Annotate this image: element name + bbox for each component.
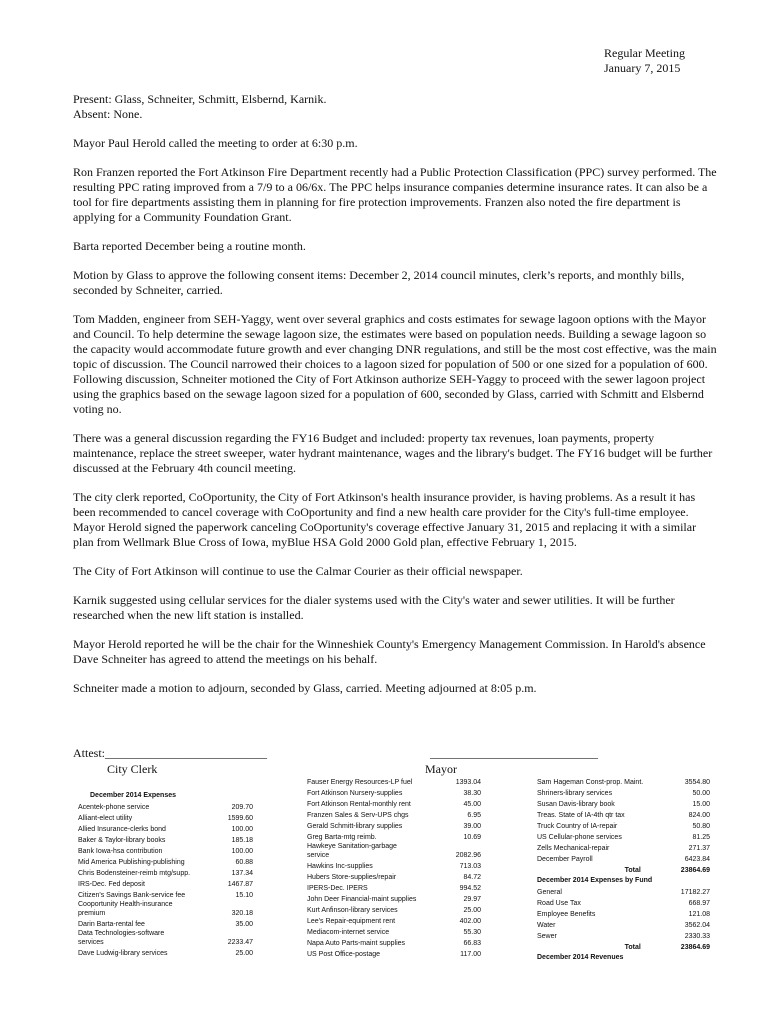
row-amount: 271.37 [688,844,710,852]
row-label: Gerald Schmitt-library supplies [307,822,403,830]
fund-total-row [537,941,710,952]
row-amount: 2233.47 [227,938,253,946]
table-row [307,776,481,787]
row-amount: 66.83 [463,939,481,947]
table-row [537,809,710,820]
row-label: December Payroll [537,855,593,863]
table-row [307,798,481,809]
table-row [78,856,253,867]
row-amount: 100.00 [231,825,253,833]
table-row [78,812,253,823]
table-row [537,776,710,787]
total-row [537,864,710,875]
table-row [78,900,253,918]
table-row [537,853,710,864]
absent-line: Absent: None. [73,107,143,121]
table-row [307,937,481,948]
row-label: Sewer [537,932,557,940]
row-label: Water [537,921,556,929]
row-amount: 3554.80 [684,778,710,786]
attest-signature-line: Attest:___________________________ [73,746,267,760]
row-label: Zells Mechanical-repair [537,844,610,852]
row-label: Kurt Anfinson-library services [307,906,398,914]
row-label: Cooportunity Health-insurance premium [78,901,173,917]
row-amount: 81.25 [692,833,710,841]
row-amount: 121.08 [688,910,710,918]
row-amount: 25.00 [235,949,253,957]
row-amount: 45.00 [463,800,481,808]
paragraph: Karnik suggested using cellular services for the dialer systems used with the City's water and sewer utilities. It will be further researched when the new lift station is installed. [73,593,675,622]
row-label: Fort Atkinson Rental-monthly rent [307,800,411,808]
row-label: Truck Country of IA-repair [537,822,618,830]
paragraph: Schneiter made a motion to adjourn, seconded by Glass, carried. Meeting adjourned at 8:05 p.m. [73,681,537,695]
expenses-table-col1 [78,790,253,958]
row-label: Bank Iowa-hsa contribution [78,847,163,855]
row-label: Franzen Sales & Serv-UPS chgs [307,811,409,819]
paragraph: Mayor Herold reported he will be the chair for the Winneshiek County's Emergency Management Commission. In Harold's absence Dave Schneiter has agreed to attend the meetings on his behalf. [73,637,706,666]
row-label: Baker & Taylor-library books [78,836,166,844]
row-amount: 117.00 [460,950,481,958]
paragraph: Mayor Paul Herold called the meeting to order at 6:30 p.m. [73,136,358,150]
row-amount: 824.00 [688,811,710,819]
table-row [537,798,710,809]
table-row [78,867,253,878]
table-row [307,787,481,798]
total-amount: 23864.69 [680,943,710,951]
table-row [537,919,710,930]
paragraph: There was a general discussion regarding the FY16 Budget and included: property tax revenues, loan payments, property maintenance, replace the street sweeper, water hydrant maintenance, wages and the library's budget. The FY16 budget will be further discussed at the February 4th council meeting. [73,431,713,475]
row-label: US Cellular-phone services [537,833,622,841]
row-amount: 1599.60 [227,814,253,822]
row-label: Fauser Energy Resources-LP fuel [307,778,413,786]
paragraph: The City of Fort Atkinson will continue to use the Calmar Courier as their official newspaper. [73,564,523,578]
row-amount: 50.00 [692,789,710,797]
row-amount: 38.30 [463,789,481,797]
table-row [537,842,710,853]
mayor-label: Mayor [425,762,457,776]
row-label: Lee's Repair-equipment rent [307,917,396,925]
table-row [307,831,481,842]
meeting-date: January 7, 2015 [604,61,681,75]
row-label: Shriners-library services [537,789,613,797]
table-row [307,871,481,882]
row-label: Chris Bodensteiner-reimb mtg/supp. [78,869,191,877]
row-amount: 2330.33 [684,932,710,940]
table-row [78,834,253,845]
row-amount: 15.10 [235,891,253,899]
row-amount: 1467.87 [227,880,253,888]
row-amount: 15.00 [692,800,710,808]
row-label: John Deer Financial-maint supplies [307,895,417,903]
meeting-header [604,46,685,76]
table-row [78,823,253,834]
row-amount: 994.52 [459,884,481,892]
row-amount: 320.18 [231,909,253,917]
present-line: Present: Glass, Schneiter, Schmitt, Elsbernd, Karnik. [73,92,327,106]
total-label: Total [624,866,641,874]
row-amount: 25.00 [463,906,481,914]
row-label: General [537,888,562,896]
row-amount: 668.97 [688,899,710,907]
table-row [78,947,253,958]
paragraph: Ron Franzen reported the Fort Atkinson Fire Department recently had a Public Protection Classification (PPC) survey performed. The resulting PPC rating improved from a 7/9 to a 06/6x. The PPC helps insurance companies determine insurance rates. It can also be a tool for fire departments assisting them in planning for fire protection improvements. Franzen also noted the fire department is applying for a Community Foundation Grant. [73,165,717,224]
table-row [78,889,253,900]
row-label: Mid America Publishing-publishing [78,858,185,866]
row-label: Susan Davis-library book [537,800,615,808]
row-label: Mediacom-internet service [307,928,390,936]
row-amount: 402.00 [459,917,481,925]
table-row [307,915,481,926]
row-label: IRS-Dec. Fed deposit [78,880,145,888]
row-label: Hawkins Inc-supplies [307,862,373,870]
row-amount: 39.00 [463,822,481,830]
row-label: Darin Barta-rental fee [78,920,145,928]
row-amount: 50.80 [692,822,710,830]
row-label: Greg Barta-mtg reimb. [307,833,377,841]
table-row [307,842,481,860]
paragraph: Barta reported December being a routine month. [73,239,306,253]
table-row [307,926,481,937]
table-row [537,787,710,798]
row-label: Fort Atkinson Nursery-supplies [307,789,403,797]
row-amount: 29.97 [463,895,481,903]
table-row [78,878,253,889]
row-label: Napa Auto Parts-maint supplies [307,939,406,947]
table-row [307,948,481,959]
row-label: Allied Insurance-clerks bond [78,825,166,833]
table-row [537,886,710,897]
row-label: Data Technologies-software services [78,930,165,946]
table-row [537,930,710,941]
row-amount: 100.00 [231,847,253,855]
row-amount: 6.95 [467,811,481,819]
table-row [537,820,710,831]
expenses-title: December 2014 Expenses [90,792,176,799]
expenses-by-fund-title: December 2014 Expenses by Fund [537,877,653,884]
row-amount: 55.30 [463,928,481,936]
meeting-type: Regular Meeting [604,46,685,60]
row-label: Alliant-elect utility [78,814,133,822]
row-label: Road Use Tax [537,899,581,907]
table-row [537,831,710,842]
row-amount: 35.00 [235,920,253,928]
total-label: Total [624,943,641,951]
minutes-body [73,92,718,710]
total-amount: 23864.69 [680,866,710,874]
row-amount: 10.69 [463,833,481,841]
city-clerk-label: City Clerk [107,762,158,776]
table-row [537,897,710,908]
table-row [307,893,481,904]
expenses-table-col2 [307,776,481,959]
row-label: Citizen's Savings Bank-service fee [78,891,186,899]
paragraph: Tom Madden, engineer from SEH-Yaggy, went over several graphics and costs estimates for sewage lagoon options with the Mayor and Council. To help determine the sewage lagoon size, the estimates were based on population needs. Building a sewage lagoon so the capacity would accommodate future growth and ever changing DNR regulations, and still be the most cost effective, was the main topic of discussion. The Council narrowed their choices to a lagoon sized for population of 500 or one sized for a population of 600. Following discussion, Schneiter motioned the City of Fort Atkinson authorize SEH-Yaggy to proceed with the sewer lagoon project using the graphics based on the sewage lagoon sized for a population of 600, seconded by Glass, carried with Schmitt and Elsbernd voting no. [73,312,717,416]
row-label: Acentek-phone service [78,803,150,811]
row-amount: 60.88 [235,858,253,866]
row-label: Treas. State of IA-4th qtr tax [537,811,625,819]
revenues-title: December 2014 Revenues [537,954,624,961]
paragraph: Motion by Glass to approve the following consent items: December 2, 2014 council minutes, clerk’s reports, and monthly bills, seconded by Schneiter, carried. [73,268,685,297]
table-row [78,918,253,929]
table-row [307,820,481,831]
row-label: Sam Hageman Const-prop. Maint. [537,778,644,786]
table-row [307,882,481,893]
row-label: Hubers Store-supplies/repair [307,873,397,881]
table-row [307,860,481,871]
table-row [307,904,481,915]
attendance [73,92,718,122]
row-amount: 84.72 [463,873,481,881]
row-label: IPERS-Dec. IPERS [307,884,368,892]
row-amount: 3562.04 [684,921,710,929]
table-row [307,809,481,820]
table-row [78,801,253,812]
row-amount: 1393.04 [455,778,481,786]
row-label: Employee Benefits [537,910,596,918]
row-amount: 185.18 [231,836,253,844]
row-label: US Post Office-postage [307,950,381,958]
table-row [78,929,253,947]
row-amount: 6423.84 [684,855,710,863]
row-amount: 137.34 [231,869,253,877]
paragraph: The city clerk reported, CoOportunity, the City of Fort Atkinson's health insurance provider, is having problems. As a result it has been recommended to cancel coverage with CoOportunity and find a new health care provider for the City's full-time employee. Mayor Herold signed the paperwork canceling CoOportunity's coverage effective January 31, 2015 and replacing it with a similar plan from Wellmark Blue Cross of Iowa, myBlue HSA Gold 2000 Gold plan, effective February 1, 2015. [73,490,697,549]
row-label: Dave Ludwig-library services [78,949,168,957]
row-amount: 17182.27 [680,888,710,896]
row-label: Hawkeye Sanitation-garbage service [307,843,397,859]
mayor-signature-line: ____________________________ [430,746,598,760]
expenses-table-col3 [537,776,710,963]
row-amount: 209.70 [231,803,253,811]
row-amount: 2082.96 [455,851,481,859]
table-row [78,845,253,856]
row-amount: 713.03 [459,862,481,870]
table-row [537,908,710,919]
